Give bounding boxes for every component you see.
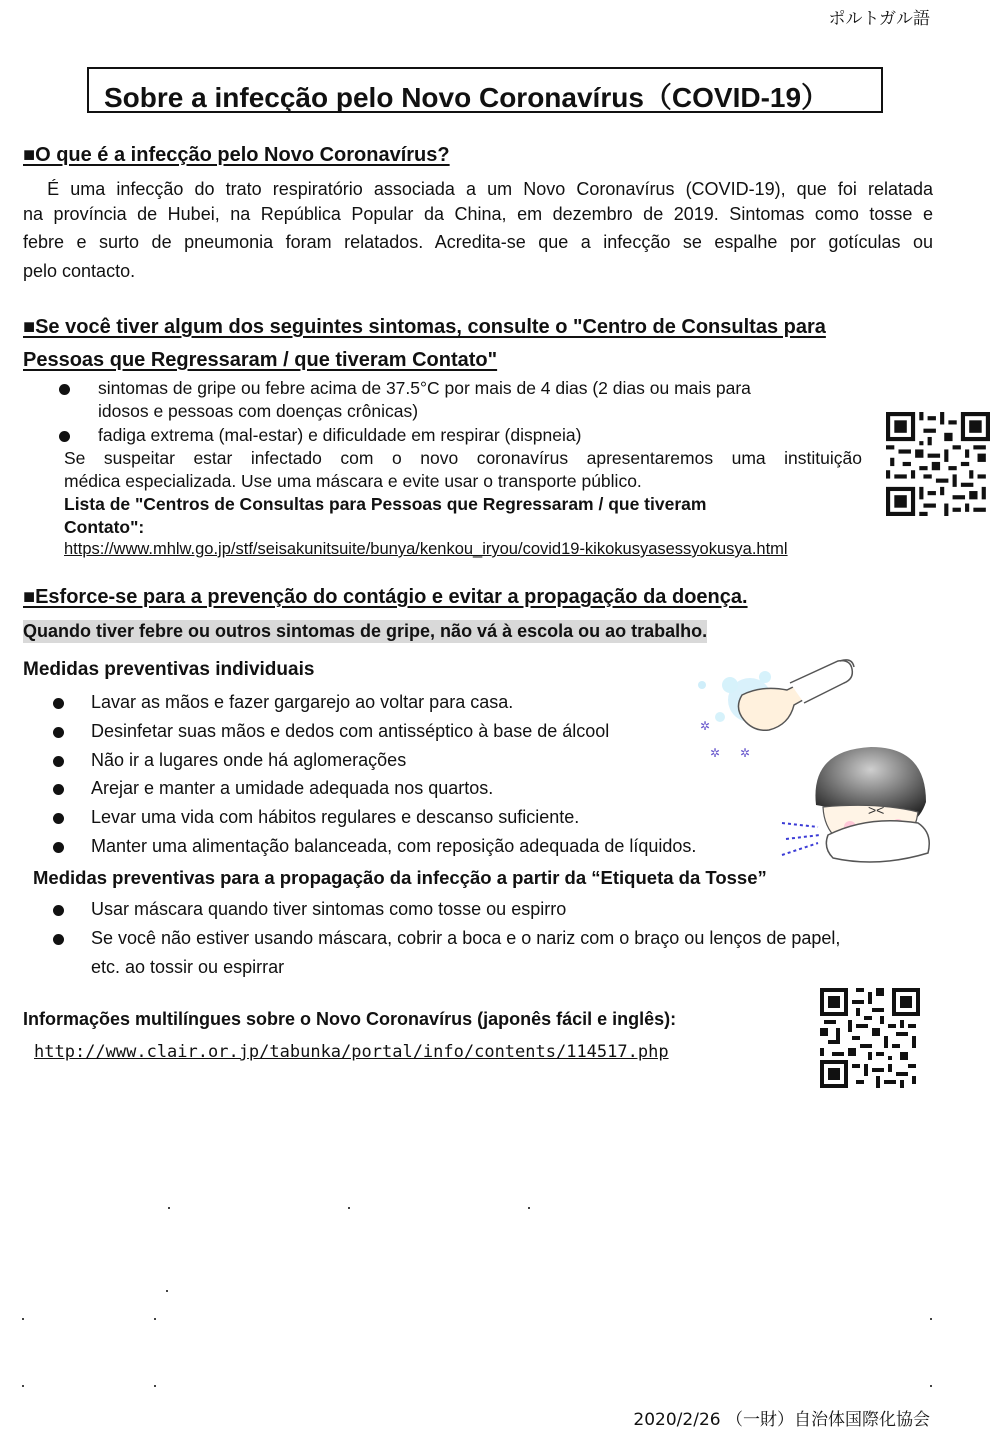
bullet-dot: [53, 784, 64, 795]
page-title: Sobre a infecção pelo Novo Coronavírus（COVID-19）: [104, 82, 830, 113]
individual-measure-item: Não ir a lugares onde há aglomerações: [91, 750, 407, 770]
section1-line: febre e surto de pneumonia foram relatados. Acredita-se que a infecção se espalhe por gotículas ou: [23, 232, 933, 252]
etiquette-item: Usar máscara quando tiver sintomas como tosse ou espirro: [91, 899, 567, 919]
bullet-dot: [53, 727, 64, 738]
bullet-dot: [53, 934, 64, 945]
clair-link[interactable]: http://www.clair.or.jp/tabunka/portal/info/contents/114517.php: [34, 1042, 669, 1062]
consult-list-label-line1: Lista de "Centros de Consultas para Pessoas que Regressaram / que tiveram: [64, 494, 707, 514]
scan-speck: [348, 1207, 350, 1209]
multilingual-info-label: Informações multilíngues sobre o Novo Coronavírus (japonês fácil e inglês):: [23, 1009, 677, 1029]
bullet-dot: [53, 698, 64, 709]
section3-heading: ■Esforce-se para a prevenção do contágio e evitar a propagação da doença.: [23, 586, 748, 608]
scan-speck: [930, 1385, 932, 1387]
clair-qr-code: [820, 988, 920, 1088]
individual-measure-item: Manter uma alimentação balanceada, com reposição adequada de líquidos.: [91, 836, 697, 856]
bullet-dot: [59, 431, 70, 442]
individual-measure-item: Lavar as mãos e fazer gargarejo ao voltar para casa.: [91, 692, 514, 712]
mhlw-qr-code: [886, 412, 990, 516]
individual-measure-item: Desinfetar suas mãos e dedos com antisséptico à base de álcool: [91, 721, 610, 741]
svg-text:✲: ✲: [700, 719, 711, 733]
bullet-dot: [59, 384, 70, 395]
individual-measures-heading: Medidas preventivas individuais: [23, 659, 315, 680]
bullet-dot: [53, 756, 64, 767]
symptom-item-1-line2: idosos e pessoas com doenças crônicas): [98, 401, 419, 421]
footer-date-publisher: 2020/2/26 （一財）自治体国際化協会: [633, 1410, 930, 1430]
scan-speck: [154, 1318, 156, 1320]
section1-line: na província de Hubei, na República Popular da China, em dezembro de 2019. Sintomas como tosse e: [23, 203, 933, 224]
bullet-dot: [53, 813, 64, 824]
individual-measure-item: Levar uma vida com hábitos regulares e descanso suficiente.: [91, 807, 580, 827]
etiquette-item: Se você não estiver usando máscara, cobrir a boca e o nariz com o braço ou lenços de papel,: [91, 928, 841, 948]
mhlw-link[interactable]: https://www.mhlw.go.jp/stf/seisakunitsuite/bunya/kenkou_iryou/covid19-kikokusyasessyokusya.html: [64, 540, 788, 558]
language-tag: ポルトガル語: [828, 9, 930, 29]
section1-line: É uma infecção do trato respiratório associada a um Novo Coronavírus (COVID-19), que foi relatada: [23, 179, 933, 199]
individual-measure-item: Arejar e manter a umidade adequada nos quartos.: [91, 778, 494, 798]
scan-speck: [168, 1207, 170, 1209]
referral-note-line2: médica especializada. Use uma máscara e evite usar o transporte público.: [64, 471, 642, 491]
svg-text:✲: ✲: [710, 746, 721, 760]
section1-heading: ■O que é a infecção pelo Novo Coronavírus?: [23, 144, 450, 166]
section2-heading-line2: Pessoas que Regressaram / que tiveram Contato": [23, 349, 498, 371]
consult-list-label-line2: Contato":: [64, 517, 145, 537]
etiquette-item-continuation: etc. ao tossir ou espirrar: [91, 957, 285, 977]
title-box: [87, 67, 883, 113]
symptom-item-1-line1: sintomas de gripe ou febre acima de 37.5°C por mais de 4 dias (2 dias ou mais para: [98, 378, 751, 398]
section1-line: pelo contacto.: [23, 260, 136, 281]
svg-text:✲: ✲: [740, 746, 751, 760]
cough-etiquette-heading: Medidas preventivas para a propagação da infecção a partir da “Etiqueta da Tosse”: [33, 867, 767, 888]
scan-speck: [166, 1290, 168, 1292]
stay-home-highlight: Quando tiver febre ou outros sintomas de gripe, não vá à escola ou ao trabalho.: [23, 621, 708, 641]
scan-speck: [22, 1318, 24, 1320]
scan-speck: [22, 1385, 24, 1387]
bullet-dot: [53, 842, 64, 853]
referral-note-line1: Se suspeitar estar infectado com o novo coronavírus apresentaremos uma instituição: [64, 448, 862, 468]
symptom-item-2: fadiga extrema (mal-estar) e dificuldade em respirar (dispneia): [98, 425, 582, 445]
bullet-dot: [53, 905, 64, 916]
scan-speck: [154, 1385, 156, 1387]
svg-text:><: ><: [868, 802, 885, 818]
coughing-child-illustration: [778, 735, 938, 875]
section1-paragraph: [23, 175, 933, 289]
section2-heading-line1: ■Se você tiver algum dos seguintes sintomas, consulte o "Centro de Consultas para: [23, 316, 826, 338]
scan-speck: [930, 1318, 932, 1320]
scan-speck: [528, 1207, 530, 1209]
